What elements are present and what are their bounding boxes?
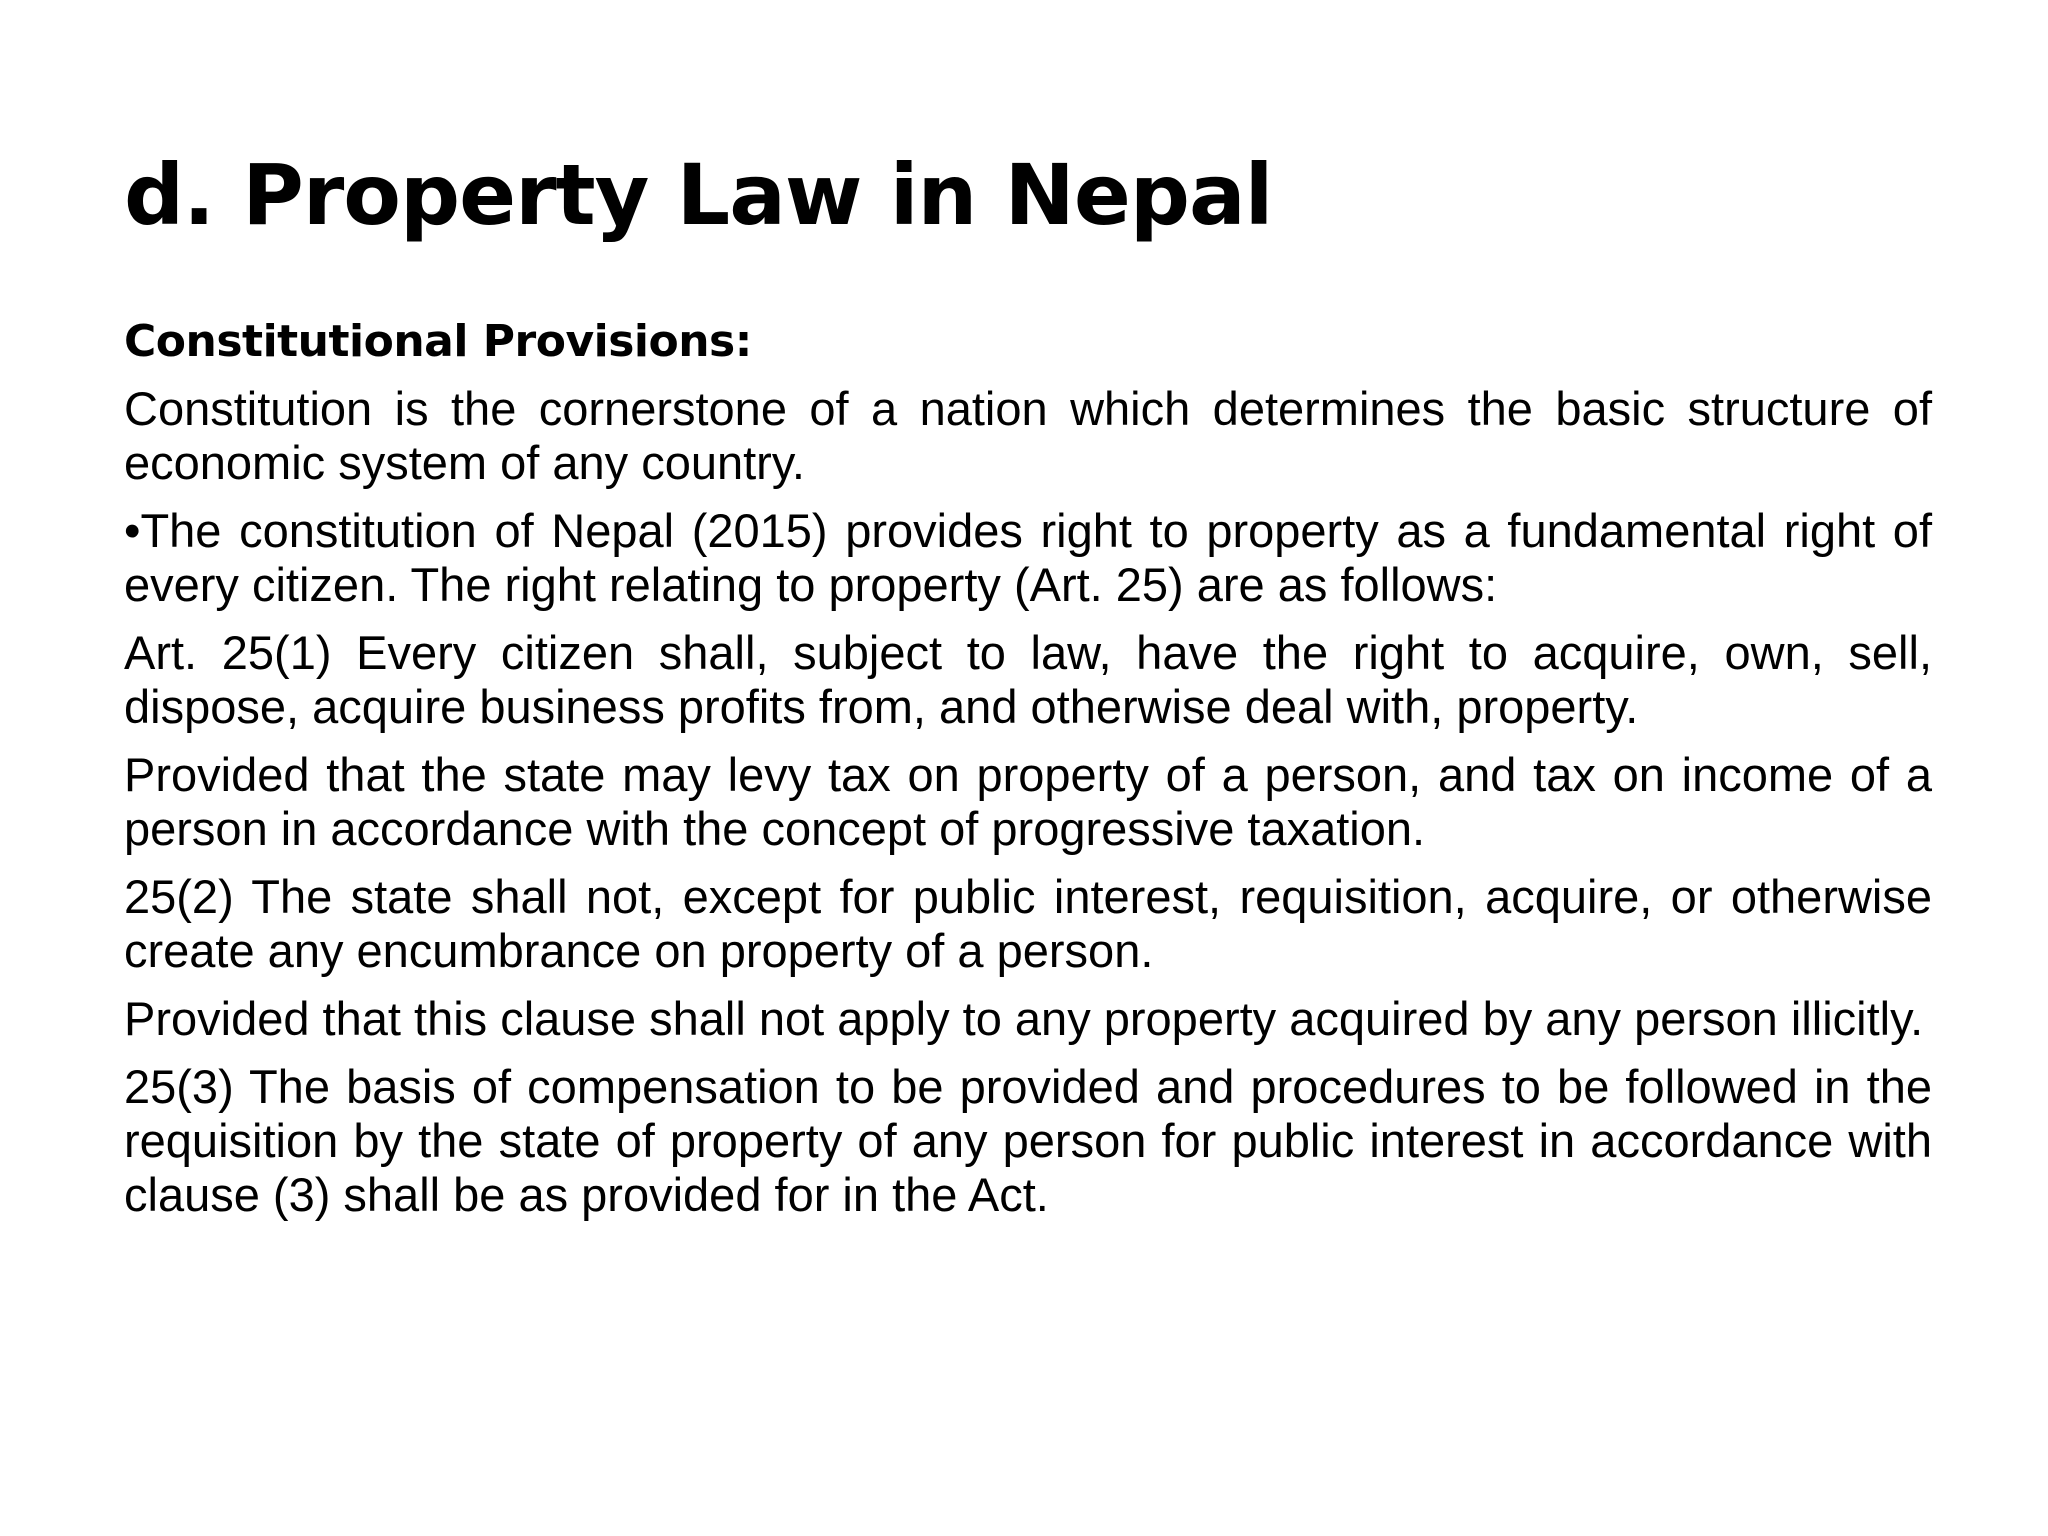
section-heading: Constitutional Provisions: (124, 316, 752, 367)
paragraph-proviso-illicit: Provided that this clause shall not apply to any property acquired by any person illicitly. (124, 992, 1924, 1045)
paragraph-proviso-tax: Provided that the state may levy tax on property of a person, and tax on income of a person in accordance with the concept of progressive taxation. (124, 748, 1932, 855)
paragraph-intro: Constitution is the cornerstone of a nation which determines the basic structure of economic system of any country. (124, 382, 1932, 489)
slide-body (124, 314, 1932, 1236)
paragraph-bullet-constitution: •The constitution of Nepal (2015) provides right to property as a fundamental right of every citizen. The right relating to property (Art. 25) are as follows: (124, 504, 1932, 611)
paragraph-art-25-1: Art. 25(1) Every citizen shall, subject to law, have the right to acquire, own, sell, dispose, acquire business profits from, and otherwise deal with, property. (124, 626, 1932, 733)
paragraph-art-25-2: 25(2) The state shall not, except for public interest, requisition, acquire, or otherwise create any encumbrance on property of a person. (124, 870, 1932, 977)
slide-title: d. Property Law in Nepal (124, 146, 1273, 244)
paragraph-art-25-3: 25(3) The basis of compensation to be provided and procedures to be followed in the requisition by the state of property of any person for public interest in accordance with clause (3) shall be as provided for in the Act. (124, 1060, 1932, 1221)
